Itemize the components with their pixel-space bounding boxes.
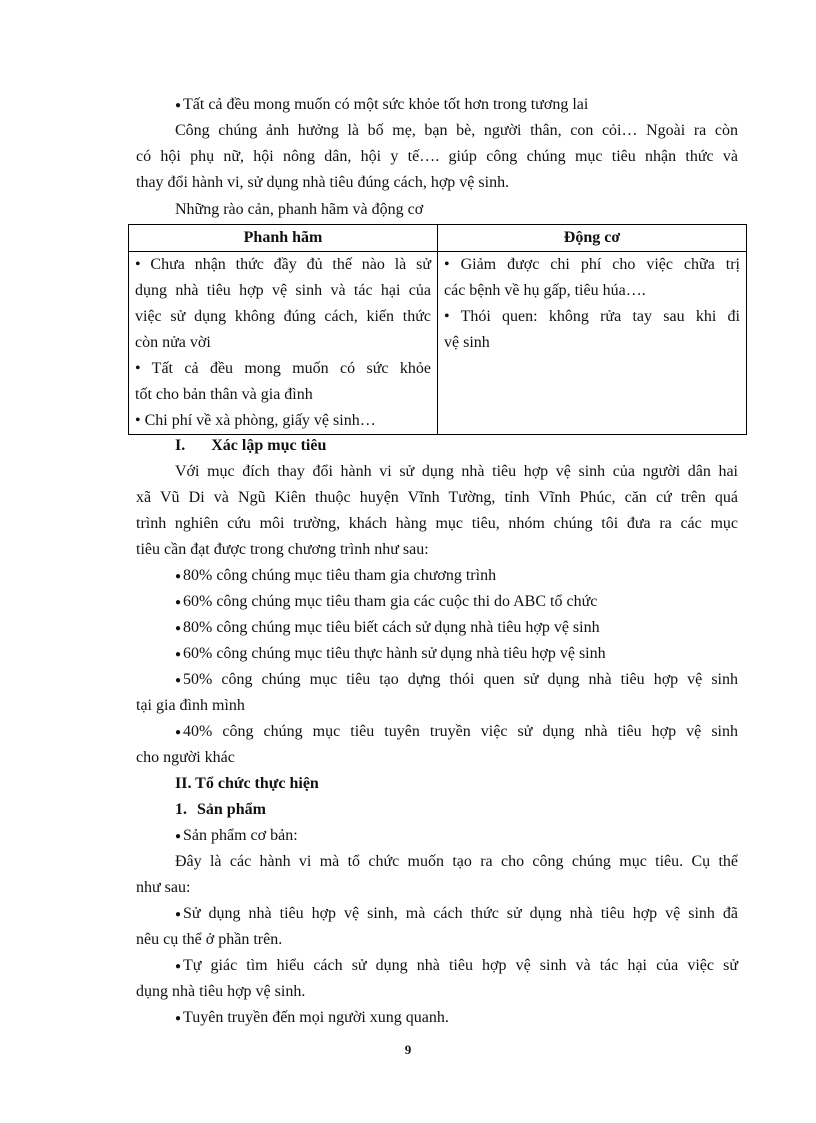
paragraph-line: xã Vũ Di và Ngũ Kiên thuộc huyện Vĩnh Tường, tỉnh Vĩnh Phúc, căn cứ trên quá xyxy=(136,489,738,506)
bullet-text: Tuyên truyền đến mọi người xung quanh. xyxy=(183,1009,449,1026)
paragraph-line: thay đổi hành vi, sử dụng nhà tiêu đúng cách, hợp vệ sinh. xyxy=(136,174,510,191)
table-caption: Những rào cản, phanh hãm và động cơ xyxy=(175,201,424,218)
paragraph-line: có hội phụ nữ, hội nông dân, hội y tế…. giúp công chúng mục tiêu nhận thức và xyxy=(136,148,738,165)
goal-item xyxy=(175,563,496,590)
bullet-item xyxy=(175,901,738,928)
section-heading: II. Tổ chức thực hiện xyxy=(175,775,319,792)
goal-item xyxy=(175,615,600,642)
cell-line: còn nửa vời xyxy=(135,334,211,351)
paragraph-line: Công chúng ảnh hưởng là bố mẹ, bạn bè, người thân, con cỏi… Ngoài ra còn xyxy=(175,122,738,139)
subsection-title: Sản phẩm xyxy=(197,801,266,818)
cell-line: vệ sinh xyxy=(444,334,490,351)
cell-line: việc sử dụng không đúng cách, kiến thức xyxy=(135,308,431,325)
paragraph-line: trình nghiên cứu môi trường, khách hàng mục tiêu, nhóm chúng tôi đưa ra các mục xyxy=(136,515,738,532)
section-number: I. xyxy=(175,437,186,454)
subsection-number: 1. xyxy=(175,801,187,818)
bullet-item xyxy=(175,1005,449,1032)
bullet-icon: ● xyxy=(175,597,182,608)
goal-text: 80% công chúng mục tiêu tham gia chương trình xyxy=(183,567,497,584)
cell-line: các bệnh về hụ gấp, tiêu húa…. xyxy=(444,282,646,299)
subsection-heading xyxy=(175,797,266,823)
cell-line: tốt cho bản thân và gia đình xyxy=(135,386,313,403)
cell-line: • Thói quen: không rửa tay sau khi đi xyxy=(444,308,740,325)
bullet-item xyxy=(175,953,738,980)
bullet-icon: ● xyxy=(175,961,182,972)
bullet-icon: ● xyxy=(175,831,182,842)
goal-text: 40% công chúng mục tiêu tuyên truyền việc sử dụng nhà tiêu hợp vệ sinh xyxy=(183,723,738,740)
page-number: 9 xyxy=(404,1042,412,1057)
paragraph-line: như sau: xyxy=(136,879,191,896)
cell-line: • Chi phí về xà phòng, giấy vệ sinh… xyxy=(135,412,376,429)
table-header-motivators: Động cơ xyxy=(438,225,747,252)
goal-continuation: cho người khác xyxy=(136,749,235,766)
bullet-text: Sản phẩm cơ bản: xyxy=(183,827,298,844)
goal-item xyxy=(175,667,738,694)
bullet-text: Sử dụng nhà tiêu hợp vệ sinh, mà cách thức sử dụng nhà tiêu hợp vệ sinh đã xyxy=(183,905,738,922)
bullet-continuation: dụng nhà tiêu hợp vệ sinh. xyxy=(136,983,306,1000)
bullet-icon: ● xyxy=(175,1013,182,1024)
bullet-icon: ● xyxy=(175,623,182,634)
bullet-item xyxy=(175,92,588,119)
goal-item xyxy=(175,589,597,616)
table-cell-motivators xyxy=(438,252,747,435)
barriers-motivators-table xyxy=(128,224,747,435)
paragraph-line: tiêu cần đạt được trong chương trình như sau: xyxy=(136,541,429,558)
goal-text: 60% công chúng mục tiêu thực hành sử dụng nhà tiêu hợp vệ sinh xyxy=(183,645,606,662)
table-cell-barriers xyxy=(129,252,438,435)
paragraph-line: Với mục đích thay đổi hành vi sử dụng nhà tiêu hợp vệ sinh của người dân hai xyxy=(175,463,738,480)
bullet-icon: ● xyxy=(175,727,182,738)
bullet-icon: ● xyxy=(175,675,182,686)
bullet-icon: ● xyxy=(175,649,182,660)
goal-text: 80% công chúng mục tiêu biết cách sử dụng nhà tiêu hợp vệ sinh xyxy=(183,619,600,636)
bullet-continuation: nêu cụ thể ở phần trên. xyxy=(136,931,283,948)
bullet-text: Tất cả đều mong muốn có một sức khỏe tốt hơn trong tương lai xyxy=(183,96,589,113)
goal-item xyxy=(175,719,738,746)
paragraph-line: Đây là các hành vi mà tổ chức muốn tạo ra cho công chúng mục tiêu. Cụ thể xyxy=(175,853,738,870)
section-heading xyxy=(175,433,326,459)
bullet-text: Tự giác tìm hiểu cách sử dụng nhà tiêu hợp vệ sinh và tác hại của việc sử xyxy=(183,957,738,974)
cell-line: • Giảm được chi phí cho việc chữa trị xyxy=(444,256,740,273)
table-header-row xyxy=(129,225,747,252)
cell-line: • Tất cả đều mong muốn có sức khỏe xyxy=(135,360,431,377)
bullet-icon: ● xyxy=(175,100,182,111)
goal-continuation: tại gia đình mình xyxy=(136,697,245,714)
table-row xyxy=(129,252,747,435)
cell-line: • Chưa nhận thức đầy đủ thế nào là sử xyxy=(135,256,431,273)
bullet-icon: ● xyxy=(175,909,182,920)
table-header-barriers: Phanh hãm xyxy=(129,225,438,252)
goal-text: 50% công chúng mục tiêu tạo dựng thói quen sử dụng nhà tiêu hợp vệ sinh xyxy=(183,671,738,688)
bullet-item xyxy=(175,823,298,850)
cell-line: dụng nhà tiêu hợp vệ sinh và tác hại của xyxy=(135,282,431,299)
section-title: Xác lập mục tiêu xyxy=(211,437,327,454)
bullet-icon: ● xyxy=(175,571,182,582)
goal-text: 60% công chúng mục tiêu tham gia các cuộc thi do ABC tổ chức xyxy=(183,593,598,610)
goal-item xyxy=(175,641,606,668)
